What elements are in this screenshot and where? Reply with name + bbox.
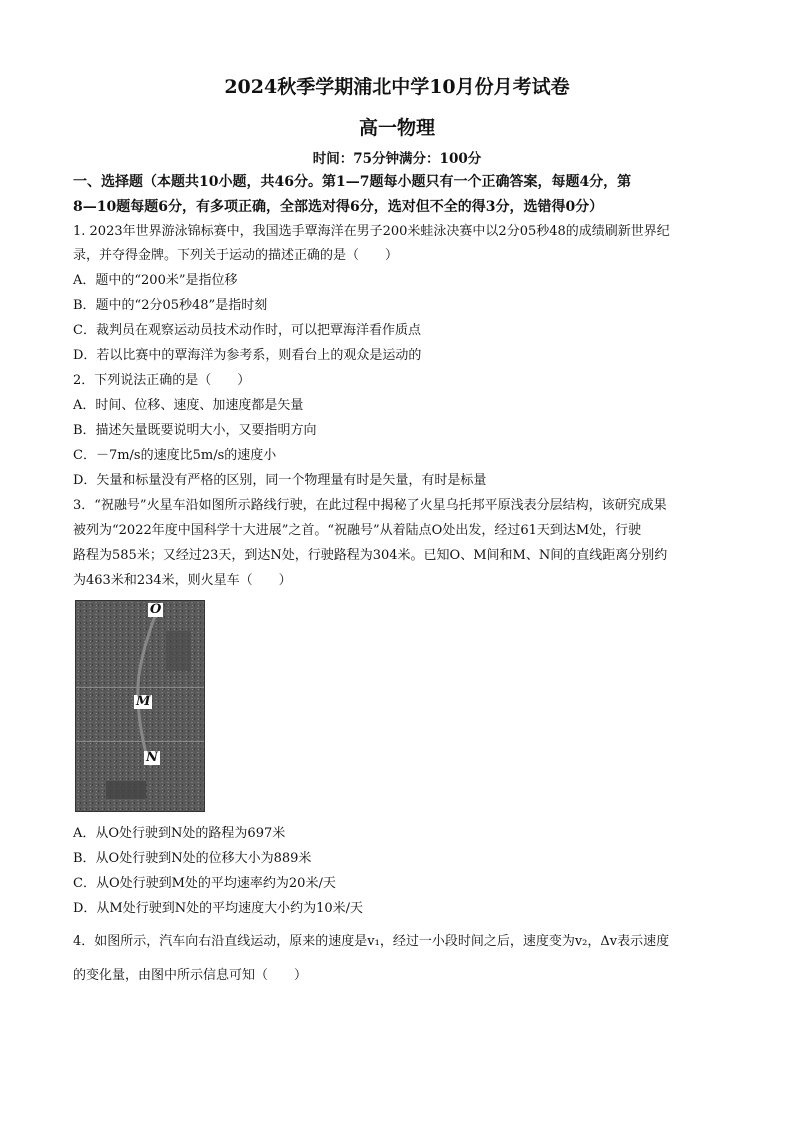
q3-option-a: A．从O处行驶到N处的路程为697米 [73, 826, 286, 841]
q3-stem-line-2: 被列为“2022年度中国科学十大进展”之首。“祝融号”从着陆点O处出发，经过61天到达M处，行驶 [73, 523, 642, 538]
point-n-label: N [146, 750, 158, 765]
q2-option-d: D．矢量和标量没有严格的区别，同一个物理量有时是矢量，有时是标量 [73, 473, 487, 488]
q1-stem-line-2: 录，并夺得金牌。下列关于运动的描述正确的是（ ） [73, 248, 399, 263]
time-score-line: 时间：75分钟满分：100分 [312, 151, 482, 167]
q2-stem: 2．下列说法正确的是（ ） [73, 373, 251, 388]
subject-title: 高一物理 [358, 117, 435, 139]
q2-option-c: C．－7m/s的速度比5m/s的速度小 [73, 448, 277, 463]
q1-option-b: B．题中的“2分05秒48”是指时刻 [73, 298, 268, 313]
q4-stem-line-1: 4．如图所示，汽车向右沿直线运动，原来的速度是v₁，经过一小段时间之后，速度变为v₂，Δv表示速度 [73, 934, 670, 949]
q3-stem-line-1: 3．“祝融号”火星车沿如图所示路线行驶，在此过程中揭秘了火星乌托邦平原浅表分层结构，该研究成果 [73, 498, 667, 513]
point-m-label: M [136, 694, 151, 709]
exam-title: 2024秋季学期浦北中学10月份月考试卷 [224, 76, 570, 98]
section-heading-line-1: 一、选择题（本题共10小题，共46分。第1—7题每小题只有一个正确答案，每题4分，第 [73, 174, 632, 190]
q2-option-a: A．时间、位移、速度、加速度都是矢量 [73, 398, 304, 413]
point-o-label: O [150, 602, 162, 617]
q1-option-a: A．题中的“200米”是指位移 [73, 273, 238, 288]
q4-stem-line-2: 的变化量，由图中所示信息可知（ ） [73, 968, 308, 983]
figure-divider [76, 687, 204, 688]
q2-option-b: B．描述矢量既要说明大小，又要指明方向 [73, 423, 317, 438]
q3-stem-line-4: 为463米和234米，则火星车（ ） [73, 573, 292, 588]
q3-option-b: B．从O处行驶到N处的位移大小为889米 [73, 851, 312, 866]
section-heading-line-2: 8—10题每题6分，有多项正确，全部选对得6分，选对但不全的得3分，选错得0分） [73, 199, 604, 215]
q3-stem-line-3: 路程为585米；又经过23天，到达N处，行驶路程为304米。已知O、M间和M、N间的直线距离分别约 [73, 548, 668, 563]
q1-option-d: D．若以比赛中的覃海洋为参考系，则看台上的观众是运动的 [73, 348, 422, 363]
mars-rover-route-figure [75, 600, 205, 812]
figure-divider [76, 741, 204, 742]
q1-stem-line-1: 1. 2023年世界游泳锦标赛中，我国选手覃海洋在男子200米蛙泳决赛中以2分05秒48的成绩刷新世界纪 [73, 224, 670, 239]
q1-option-c: C．裁判员在观察运动员技术动作时，可以把覃海洋看作质点 [73, 323, 421, 338]
q3-option-c: C．从O处行驶到M处的平均速率约为20米/天 [73, 876, 336, 891]
q3-option-d: D．从M处行驶到N处的平均速度大小约为10米/天 [73, 901, 364, 916]
